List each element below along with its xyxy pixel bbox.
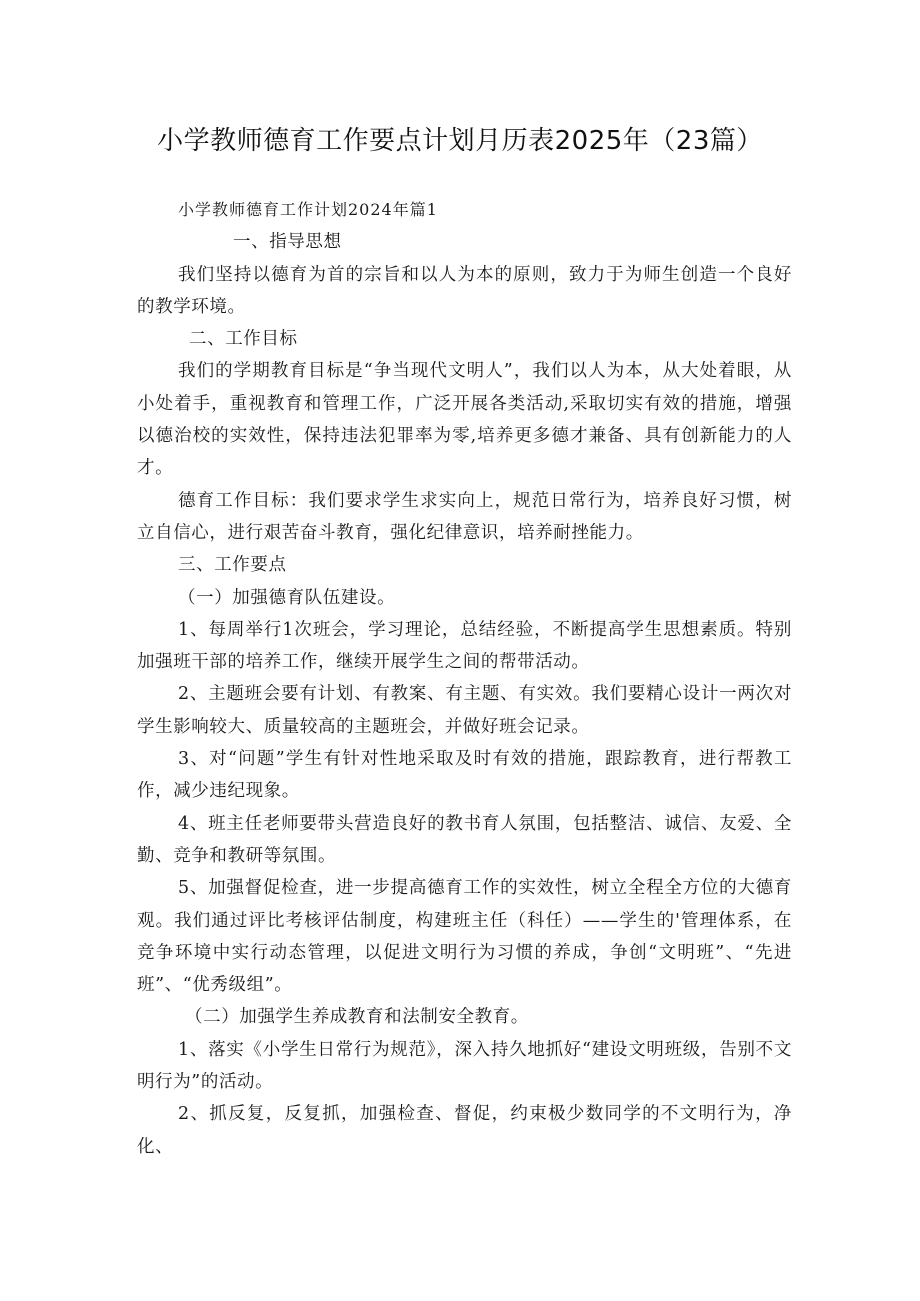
- heading-team-building: （一）加强德育队伍建设。: [178, 587, 396, 608]
- paragraph: 德育工作目标：我们要求学生求实向上，规范日常行为，培养良好习惯，树立自信心，进行艰苦奋斗教育，强化纪律意识，培养耐挫能力。: [137, 490, 792, 543]
- list-item: 2、主题班会要有计划、有教案、有主题、有实效。我们要精心设计一两次对学生影响较大、质量较高的主题班会，并做好班会记录。: [137, 684, 792, 737]
- heading-work-goals: 二、工作目标: [189, 329, 298, 350]
- list-item: 4、班主任老师要带头营造良好的教书育人氛围，包括整洁、诚信、友爱、全勤、竞争和教研等氛围。: [137, 813, 792, 866]
- paragraph: 我们坚持以德育为首的宗旨和以人为本的原则，致力于为师生创造一个良好的教学环境。: [137, 264, 792, 317]
- heading-guiding-ideology: 一、指导思想: [233, 232, 342, 253]
- paragraph: 我们的学期教育目标是“争当现代文明人”，我们以人为本，从大处着眼，从小处着手，重视教育和管理工作，广泛开展各类活动,采取切实有效的措施，增强以德治校的实效性，保持违法犯罪率为零,培养更多德才兼备、具有创新能力的人才。: [137, 361, 792, 479]
- list-item: 5、加强督促检查，进一步提高德育工作的实效性，树立全程全方位的大德育观。我们通过评比考核评估制度，构建班主任（科任）——学生的'管理体系，在竞争环境中实行动态管理，以促进文明行为习惯的养成，争创“文明班”、“先进班”、“优秀级组”。: [137, 878, 792, 996]
- heading-work-points: 三、工作要点: [178, 555, 287, 576]
- document-title: 小学教师德育工作要点计划月历表2025年（23篇）: [157, 126, 763, 156]
- list-item: 1、每周举行1次班会，学习理论，总结经验，不断提高学生思想素质。特别加强班干部的培养工作，继续开展学生之间的帮带活动。: [137, 619, 792, 673]
- section-subtitle: 小学教师德育工作计划2024年篇1: [178, 200, 438, 219]
- list-item: 2、抓反复，反复抓，加强检查、督促，约束极少数同学的不文明行为，净化、: [137, 1104, 792, 1157]
- list-item: 3、对“问题”学生有针对性地采取及时有效的措施，跟踪教育，进行帮教工作，减少违纪现象。: [137, 749, 792, 802]
- heading-habit-education: （二）加强学生养成教育和法制安全教育。: [185, 1007, 529, 1028]
- list-item: 1、落实《小学生日常行为规范》，深入持久地抓好“建设文明班级，告别不文明行为”的活动。: [137, 1039, 792, 1093]
- document-body: [137, 194, 792, 1163]
